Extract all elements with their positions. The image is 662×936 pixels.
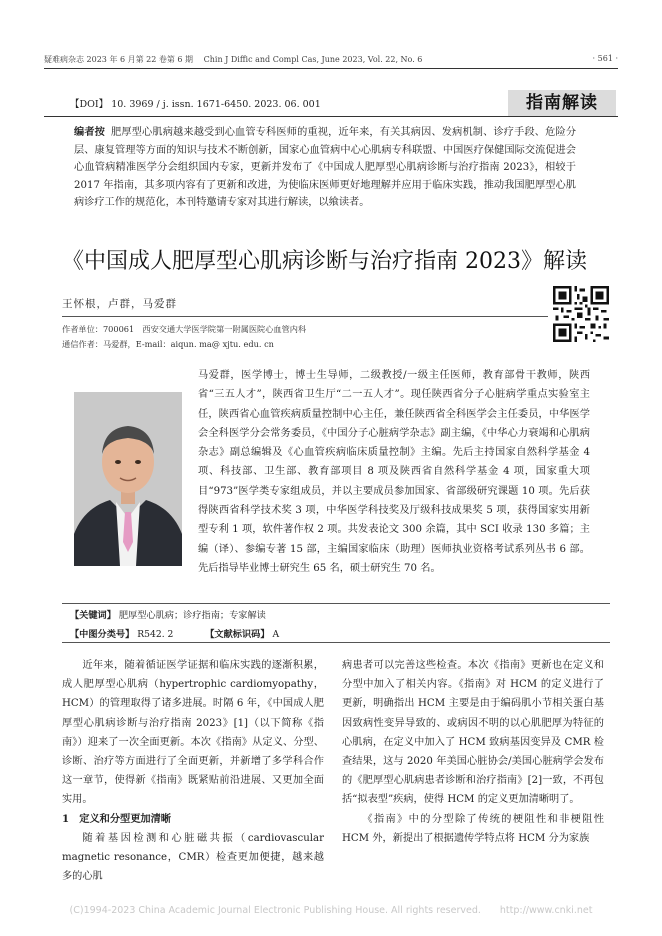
editor-note-text: 肥厚型心肌病越来越受到心血管专科医师的重视，近年来，有关其病因、发病机制、诊疗手段、危险分层、康复管理等方面的知识与技术不断创新，国家心血管病中心心肌病专科联盟、中国医疗保健国际交流促进会心血管病精准医学分会组织国内专家，更新并发布了《中国成人肥厚型心肌病诊断与治疗指南 2023》，相较于 2017 年指南，其多项内容有了更新和改进，为使临床医师更好地理解并应用于临床实践，推动我国肥厚型心肌病诊疗工作的规范化，本刊特邀请专家对其进行解读，以飨读者。 — [74, 127, 577, 209]
keywords-value: 肥厚型心肌病；诊疗指南；专家解读 — [118, 610, 266, 621]
copyright-footer: (C)1994-2023 China Academic Journal Electronic Publishing House. All rights reserved. http://www.cnki.net — [69, 905, 593, 916]
author-portrait — [74, 392, 182, 566]
body-paragraph: 近年来，随着循证医学证据和临床实践的逐渐积累，成人肥厚型心肌病（hypertrophic cardiomyopathy，HCM）的管理取得了诸多进展。时隔 6 年，《中国成人肥厚型心肌病诊断与治疗指南 2023》[1]（以下简称《指南》）迎来了一次全面更新。本次《指南》从定义、分型、诊断、治疗等方面进行了全面更新，并新增了多学科合作这一章节，使得新《指南》既紧贴前沿进展、又更加全面实用。 — [62, 660, 324, 806]
doc-code-label: 【文献标识码】 — [205, 629, 270, 640]
doc-code-value: A — [272, 629, 280, 640]
section-badge: 指南解读 — [508, 90, 616, 116]
author-affiliation: 作者单位：700061 西安交通大学医学院第一附属医院心血管内科 — [62, 324, 307, 334]
body-column-right — [342, 656, 604, 848]
editor-note-label: 编者按 — [74, 126, 106, 138]
header-rule — [44, 68, 618, 69]
body-paragraph: 病患者可以完善这些检查。本次《指南》更新也在定义和分型中加入了相关内容。《指南》对 HCM 的定义进行了更新，明确指出 HCM 主要是由于编码肌小节相关蛋白基因致病性变异导致的、或病因不明的以心肌肥厚为特征的心肌病，在定义中加入了 HCM 致病基因变异及 CMR 检查结果，这与 2020 年美国心脏协会/美国心脏病学会发布的《肥厚型心肌病患者诊断和治疗指南》[2]一致，不再包括“拟表型”疾病，使得 HCM 的定义更加清晰明了。 — [342, 660, 604, 806]
body-column-left — [62, 656, 324, 886]
clc-value: R542. 2 — [137, 629, 174, 640]
body-paragraph: 《指南》中的分型除了传统的梗阻性和非梗阻性 HCM 外，新提出了根据遗传学特点将 HCM 分为家族 — [342, 813, 604, 844]
journal-name-en: Chin J Diffic and Compl Cas, June 2023, Vol. 22, No. 6 — [203, 55, 423, 64]
keywords-rule-bottom — [62, 642, 610, 643]
journal-issue-info — [44, 54, 422, 65]
affiliation-block — [62, 322, 306, 352]
keywords — [70, 607, 266, 621]
article-title: 《中国成人肥厚型心肌病诊断与治疗指南 2023》解读 — [62, 249, 587, 274]
doi-value: 10. 3969 / j. issn. 1671-6450. 2023. 06. 001 — [111, 99, 321, 110]
article-authors: 王怀根，卢群，马爱群 — [62, 298, 177, 310]
classification — [70, 626, 279, 640]
keywords-label: 【关键词】 — [70, 610, 116, 621]
corresponding-author: 通信作者：马爱群，E-mail：aiqun. ma@ xjtu. edu. cn — [62, 339, 274, 349]
editor-note — [74, 124, 576, 212]
title-rule — [62, 316, 548, 317]
running-header — [44, 54, 618, 68]
qr-code — [553, 286, 609, 342]
keywords-rule-top — [62, 603, 610, 604]
clc-label: 【中图分类号】 — [70, 629, 135, 640]
page-number: · 561 · — [592, 54, 618, 63]
section-heading: 1 定义和分型更加清晰 — [62, 812, 171, 825]
doi-label: 【DOI】 — [70, 99, 109, 110]
journal-name-cn: 疑难病杂志 2023 年 6 月第 22 卷第 6 期 — [44, 55, 194, 64]
author-biography: 马爱群，医学博士，博士生导师，二级教授/一级主任医师，教育部骨干教师，陕西省“三五人才”，陕西省卫生厅“二一五人才”。现任陕西省分子心脏病学重点实验室主任，陕西省心血管疾病质量控制中心主任，兼任陕西省全科医学会主任委员，中华医学会全科医学分会常务委员，《中国分子心脏病学杂志》副主编，《中华心力衰竭和心肌病杂志》副总编辑及《心血管疾病临床质量控制》主编。先后主持国家自然科学基金 4 项、科技部、卫生部、教育部项目 8 项及陕西省自然科学基金 4 项，国家重大项目“973”医学类专家组成员，并以主要成员参加国家、省部级研究课题 10 项。先后获得陕西省科学技术奖 3 项，中华医学科技奖及厅级科技成果奖 5 项，获得国家实用新型专利 1 项，软件著作权 2 项。共发表论文 300 余篇，其中 SCI 收录 130 多篇；主编（译）、参编专著 15 部，主编国家临床（助理）医师执业资格考试系列丛书 6 部。先后指导毕业博士研究生 65 名，硕士研究生 70 名。 — [198, 370, 590, 574]
doi-line — [70, 96, 321, 110]
body-paragraph: 随着基因检测和心脏磁共振（cardiovascular magnetic resonance，CMR）检查更加便捷，越来越多的心肌 — [62, 832, 324, 883]
doi-rule — [44, 116, 618, 117]
